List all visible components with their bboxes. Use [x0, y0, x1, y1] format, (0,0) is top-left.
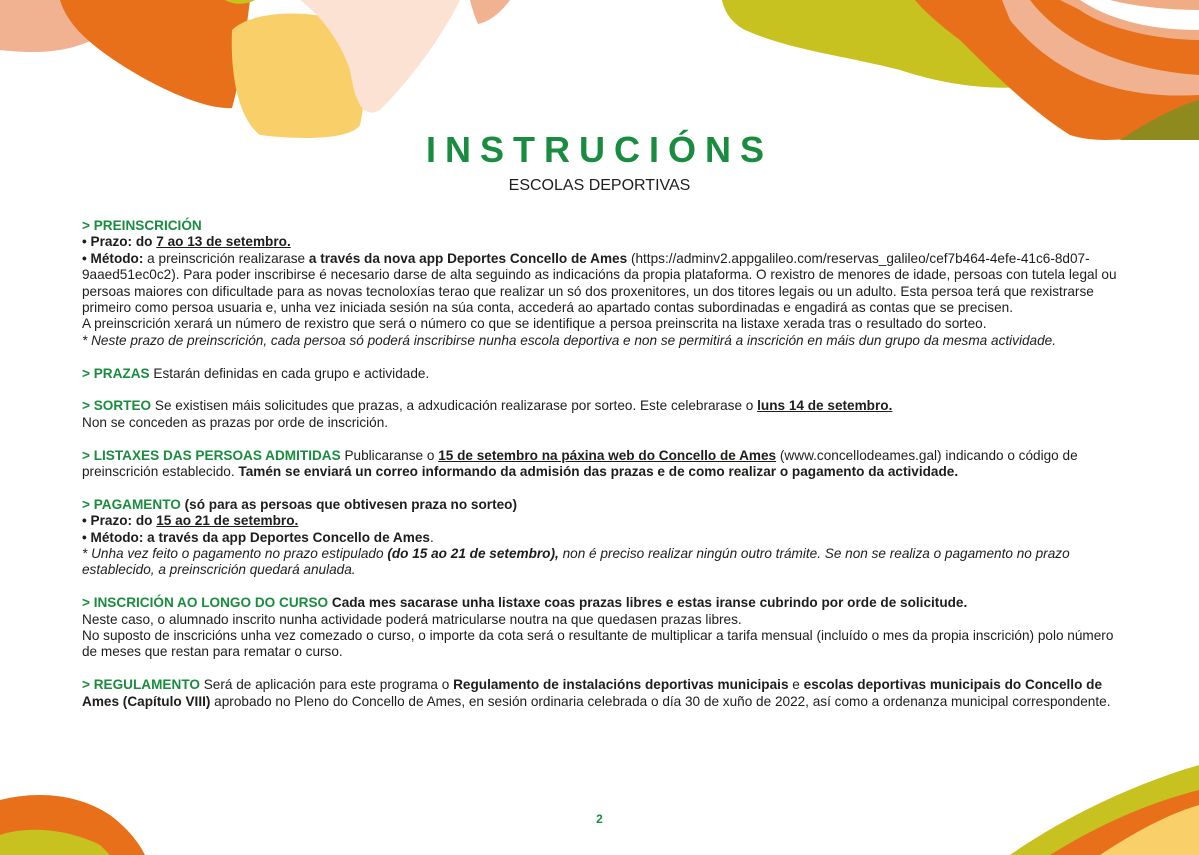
instructions-body: [82, 218, 1122, 726]
section-heading-preinscricion: > PREINSCRICIÓN: [82, 218, 202, 233]
sorteo-date: luns 14 de setembro.: [757, 398, 893, 414]
regulamento-text3: aprobado no Pleno do Concello de Ames, en sesión ordinaria celebrada o día 30 de xuño de 2022, así como a ordenanza municipal correspondente.: [210, 693, 1111, 709]
top-left-peach-corner: [470, 0, 510, 24]
pagamento-metodo: • Método: a través da app Deportes Concello de Ames: [82, 529, 430, 545]
preinscricion-prazo-label: • Prazo: do: [82, 234, 157, 250]
section-pagamento: [82, 497, 1122, 579]
pagamento-note2: non é preciso realizar ningún outro trámite. Se non se realiza o pagamento no prazo establecido, a preinscrición quedará anulada.: [82, 546, 1070, 578]
prazas-text: Estarán definidas en cada grupo e actividade.: [149, 365, 430, 381]
listaxes-text2: (www.concellodeames.gal) indicando o código de preinscrición establecido.: [82, 447, 1078, 480]
section-regulamento: [82, 677, 1122, 710]
section-prazas: [82, 366, 1122, 382]
pagamento-heading-note: (só para as persoas que obtivesen praza no sorteo): [180, 496, 517, 512]
regulamento-text2: e: [788, 677, 804, 693]
section-heading-prazas: > PRAZAS: [82, 365, 150, 381]
inscricion-curso-line3: No suposto de inscricións unha vez comezado o curso, o importe da cota será o resultante de multiplicar a tarifa mensual (incluído o mes da propia inscrición) polo número de meses que restan para rematar o curso.: [82, 628, 1114, 660]
preinscricion-metodo-text2: (https://adminv2.appgalileo.com/reservas_galileo/cef7b464-4efe-41c6-8d07-9aaed51ec0c2). Para poder inscribirse é necesario darse de alta seguindo as indicacións da propia plataforma. O rexistro de menores de idade, persoas con tutela legal ou persoas maiores con dificultade para as novas tecnoloxías terao que realizar un só dos proxenitores, un dos titores legais ou un adulto. Esta persoa terá que rexistrarse primeiro como persoa usuaria e, unha vez iniciada sesión na súa conta, accederá ao apartado contas subordinadas e engadirá as contas que se precisen.: [82, 250, 1117, 316]
inscricion-curso-bold-text: Cada mes sacarase unha listaxe coas prazas libres e estas iranse cubrindo por orde de solicitude.: [328, 595, 968, 611]
listaxes-bold-text: Tamén se enviará un correo informando da admisión das prazas e de como realizar o pagamento da actividade.: [238, 464, 959, 480]
pagamento-metodo-end: .: [429, 529, 434, 545]
preinscricion-metodo-text1: a preinscrición realizarase: [143, 250, 309, 266]
section-heading-sorteo: > SORTEO: [82, 398, 152, 414]
inscricion-curso-line2: Neste caso, o alumnado inscrito nunha actividade poderá matricularse noutra na que quedasen prazas libres.: [82, 611, 742, 627]
regulamento-text1: Será de aplicación para este programa o: [199, 677, 454, 693]
regulamento-bold2: escolas deportivas municipais do Concello de Ames (Capítulo VIII): [82, 677, 1103, 709]
pagamento-note1: * Unha vez feito o pagamento no prazo estipulado: [82, 546, 388, 562]
pagamento-prazo-dates: 15 ao 21 de setembro.: [156, 513, 299, 529]
preinscricion-note: * Neste prazo de preinscrición, cada persoa só poderá inscribirse nunha escola deportiva e non se permitirá a inscrición en máis dun grupo da mesma actividade.: [82, 332, 1056, 348]
preinscricion-prazo-dates: 7 ao 13 de setembro.: [156, 234, 291, 250]
page-number: 2: [596, 812, 603, 826]
regulamento-bold1: Regulamento de instalacións deportivas municipais: [453, 677, 789, 693]
page-subtitle: ESCOLAS DEPORTIVAS: [508, 177, 691, 194]
preinscricion-metodo-bold: a través da nova app Deportes Concello de Ames: [308, 250, 628, 266]
section-preinscricion: [82, 218, 1122, 349]
section-heading-listaxes: > LISTAXES DAS PERSOAS ADMITIDAS: [82, 447, 341, 463]
pagamento-note-bold: (do 15 ao 21 de setembro),: [387, 546, 559, 562]
section-inscricion-curso: [82, 595, 1122, 661]
section-heading-regulamento: > REGULAMENTO: [82, 677, 200, 693]
top-left-orange-blob: [60, 0, 250, 108]
section-sorteo: [82, 398, 1122, 431]
section-heading-pagamento: > PAGAMENTO: [82, 496, 181, 512]
sorteo-text: Se existisen máis solicitudes que prazas, a adxudicación realizarase por sorteo. Este celebrarase o: [151, 398, 758, 414]
preinscricion-metodo-label: • Método:: [82, 250, 144, 266]
listaxes-text1: Publicaranse o: [340, 447, 439, 463]
page-title: INSTRUCIÓNS: [425, 129, 773, 170]
preinscricion-registro-text: A preinscrición xerará un número de rexistro que será o número co que se identifique a persoa preinscrita na listaxe xerada tras o resultado do sorteo.: [82, 316, 987, 332]
listaxes-date: 15 de setembro na páxina web do Concello de Ames: [438, 447, 777, 463]
section-listaxes: [82, 448, 1122, 481]
sorteo-text2: Non se conceden as prazas por orde de inscrición.: [82, 414, 389, 430]
pagamento-prazo-label: • Prazo: do: [82, 513, 157, 529]
section-heading-inscricion-curso: > INSCRICIÓN AO LONGO DO CURSO: [82, 595, 329, 611]
